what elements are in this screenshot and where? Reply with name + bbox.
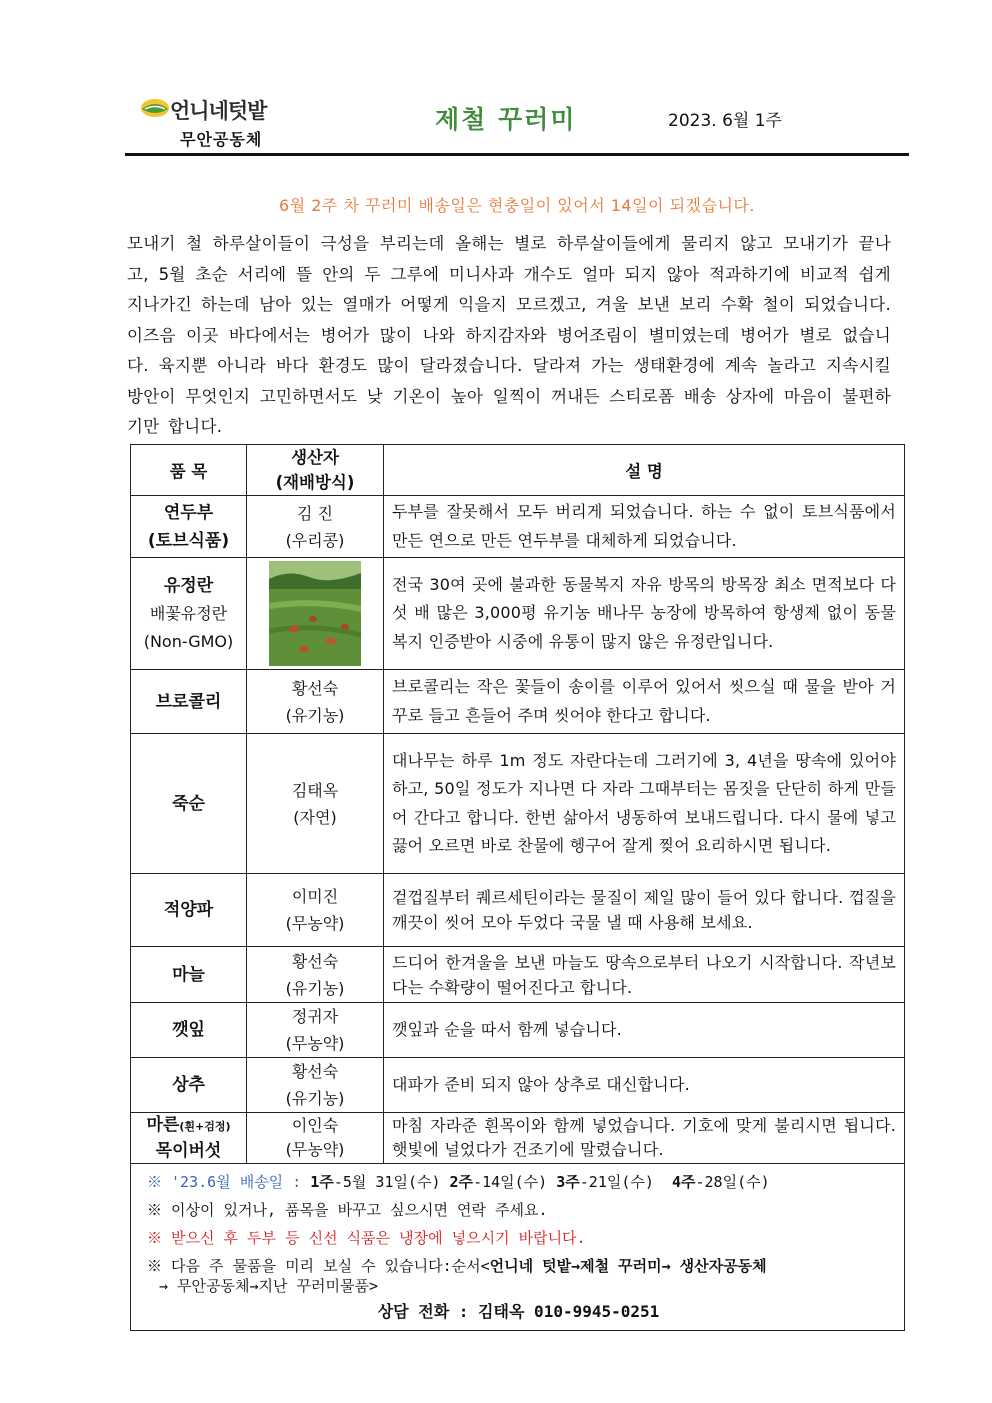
- table-row: [131, 670, 905, 734]
- item-name: 마른(흰+검정) 목이버섯: [131, 1113, 247, 1164]
- table-row: [131, 1058, 905, 1113]
- item-description: 대파가 준비 되지 않아 상추로 대신합니다.: [384, 1058, 905, 1113]
- issue-date: 2023. 6월 1주: [668, 111, 782, 131]
- item-description: 두부를 잘못해서 모두 버리게 되었습니다. 하는 수 없이 토브식품에서 만든 연으로 만든 연두부를 대체하게 되었습니다.: [384, 496, 905, 558]
- item-producer: 이미진 (무농약): [247, 874, 384, 947]
- delivery-schedule: ※ '23.6월 배송일 : 1주-5월 31일(수) 2주-14일(수) 3주-21일(수) 4주-28일(수): [147, 1173, 770, 1191]
- preview-note: ※ 다음 주 물품을 미리 보실 수 있습니다:순서<언니네 텃밭→제철 꾸러미→ 생산자공동체 → 무안공동체→지난 꾸러미물품>: [147, 1257, 767, 1295]
- product-table: [130, 444, 905, 1331]
- page-title: 제철 꾸러미: [435, 105, 577, 134]
- item-description: 드디어 한겨울을 보낸 마늘도 땅속으로부터 나오기 시작합니다. 작년보다는 수확량이 떨어진다고 합니다.: [384, 947, 905, 1003]
- table-header-row: [131, 445, 905, 496]
- table-row: [131, 1003, 905, 1058]
- table-row: [131, 1113, 905, 1164]
- header-producer-label: 생산자: [291, 448, 339, 467]
- item-name: 브로콜리: [131, 670, 247, 734]
- item-description: 깻잎과 순을 따서 함께 넣습니다.: [384, 1003, 905, 1058]
- header-description: 설 명: [384, 445, 905, 496]
- storage-warning: ※ 받으신 후 두부 등 신선 식품은 냉장에 넣으시기 바랍니다.: [147, 1229, 586, 1247]
- table-row: [131, 558, 905, 670]
- item-name: 깻잎: [131, 1003, 247, 1058]
- delivery-notice: 6월 2주 차 꾸러미 배송일은 현충일이 있어서 14일이 되겠습니다.: [279, 196, 755, 215]
- table-row: [131, 874, 905, 947]
- footer-row: [131, 1164, 905, 1331]
- header-method-label: (재배방식): [275, 473, 355, 492]
- item-name: 죽순: [131, 734, 247, 874]
- item-name: 상추: [131, 1058, 247, 1113]
- item-producer: 정귀자 (무농약): [247, 1003, 384, 1058]
- brand-logo: [140, 95, 290, 150]
- item-producer: 황선숙 (유기농): [247, 947, 384, 1003]
- item-description: 겉껍질부터 퀘르세틴이라는 물질이 제일 많이 들어 있다 합니다. 껍질을 깨끗이 씻어 모아 두었다 국물 낼 때 사용해 보세요.: [384, 874, 905, 947]
- logo-text: 언니네텃밭: [170, 98, 267, 123]
- item-description: 브로콜리는 작은 꽃들이 송이를 이루어 있어서 씻으실 때 물을 받아 거꾸로 들고 흔들어 주며 씻어야 한다고 합니다.: [384, 670, 905, 734]
- table-row: [131, 496, 905, 558]
- item-producer: 황선숙 (유기농): [247, 1058, 384, 1113]
- item-name: 적양파: [131, 874, 247, 947]
- intro-paragraph: 모내기 철 하루살이들이 극성을 부리는데 올해는 별로 하루살이들에게 물리지 않고 모내기가 끝나고, 5월 초순 서리에 뜰 안의 두 그루에 미니사과 개수도 얼마 되지 않아 적과하기에 비교적 쉽게 지나가긴 하는데 남아 있는 열매가 어떻게 익을지 모르겠고, 겨울 보낸 보리 수확 철이 되었습니다. 이즈음 이곳 바다에서는 병어가 많이 나와 하지감자와 병어조림이 별미였는데 병어가 별로 없습니다. 육지뿐 아니라 바다 환경도 많이 달라졌습니다. 달라져 가는 생태환경에 계속 놀라고 지속시킬 방안이 무엇인지 고민하면서도 낮 기온이 높아 일찍이 꺼내든 스티로폼 배송 상자에 마음이 불편하기만 합니다.: [127, 234, 891, 436]
- item-photo-cell: [247, 558, 384, 670]
- item-description: 대나무는 하루 1m 정도 자란다는데 그러기에 3, 4년을 땅속에 있어야 하고, 50일 정도가 지나면 다 자라 그때부터는 몸짓을 단단히 하게 만들어 간다고 합니다. 한번 삶아서 냉동하여 보내드립니다. 다시 물에 넣고 끓어 오르면 바로 찬물에 헹구어 잘게 찢어 요리하시면 됩니다.: [384, 734, 905, 874]
- contact-phone: 상담 전화 : 김태옥 010-9945-0251: [377, 1302, 660, 1321]
- item-name: 마늘: [131, 947, 247, 1003]
- free-range-hens-photo: [269, 561, 361, 666]
- header-producer: [247, 445, 384, 496]
- header-item: 품 목: [131, 445, 247, 496]
- item-description: 전국 30여 곳에 불과한 동물복지 자유 방목의 방목장 최소 면적보다 다섯 배 많은 3,000평 유기농 배나무 농장에 방목하여 항생제 없이 동물복지 인증받아 시중에 유통이 많지 않은 유정란입니다.: [384, 558, 905, 670]
- item-description: 마침 자라준 흰목이와 함께 넣었습니다. 기호에 맞게 불리시면 됩니다. 햇빛에 널었다가 건조기에 말렸습니다.: [384, 1113, 905, 1164]
- table-row: [131, 947, 905, 1003]
- item-name: 연두부 (토브식품): [131, 496, 247, 558]
- table-row: [131, 734, 905, 874]
- footer-notes: [131, 1164, 905, 1331]
- contact-note: ※ 이상이 있거나, 품목을 바꾸고 싶으시면 연락 주세요.: [147, 1201, 548, 1219]
- logo-mark-icon: [140, 97, 170, 119]
- item-producer: 김태옥 (자연): [247, 734, 384, 874]
- item-name: 유정란 배꽃유정란 (Non-GMO): [131, 558, 247, 670]
- logo-subtitle: 무안공동체: [180, 130, 263, 149]
- item-producer: 황선숙 (유기농): [247, 670, 384, 734]
- item-producer: 이인숙 (무농약): [247, 1113, 384, 1164]
- item-producer: 김 진 (우리콩): [247, 496, 384, 558]
- header-divider: [125, 153, 909, 156]
